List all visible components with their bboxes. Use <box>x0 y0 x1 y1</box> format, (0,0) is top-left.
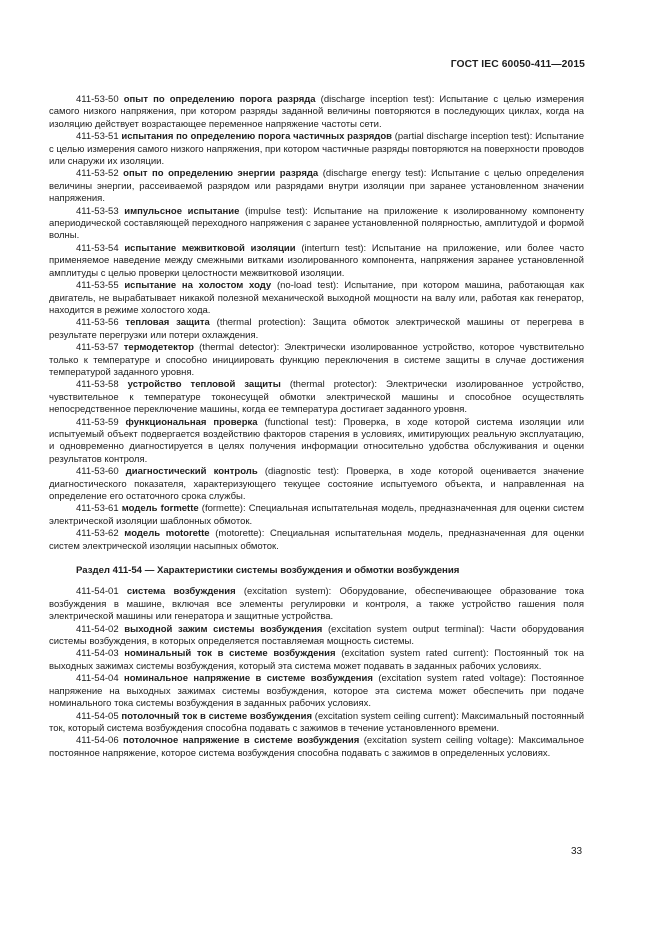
entry-number: 411-53-61 <box>76 503 119 515</box>
entries-list-53 <box>49 94 584 553</box>
entry-term: выходной зажим системы возбуждения <box>124 623 323 635</box>
entry-definition: (excitation system rated voltage): Постоянное напряжение на выходных зажимах системы возбуждения, которое эта система может обеспечить при подаче номинального тока системы возбуждения в заданных рабочих условиях. <box>49 673 585 710</box>
entry-number: 411-54-02 <box>76 623 119 635</box>
entry-term: импульсное испытание <box>124 205 240 217</box>
entry-definition: (excitation system ceiling voltage): Максимальное постоянное напряжение, которое система возбуждения способна подавать с зажимов в определенных условиях. <box>49 735 584 759</box>
term-entry <box>49 379 584 416</box>
term-entry <box>49 280 584 317</box>
entry-term: испытание на холостом ходу <box>124 280 272 292</box>
entry-term: потолочное напряжение в системе возбуждения <box>123 735 360 747</box>
term-entry <box>49 131 584 168</box>
term-entry <box>49 735 584 760</box>
term-entry <box>49 528 584 553</box>
entry-number: 411-53-55 <box>76 280 119 292</box>
page-number: 33 <box>571 846 583 857</box>
entry-definition: (partial discharge inception test): Испытание с целью измерения самого низкого напряжения, при котором частичные разряды повторяются на поверхности проводов или снаружи их изоляции. <box>49 131 585 168</box>
entry-term: модель motorette <box>124 528 210 540</box>
section-heading: Раздел 411-54 — Характеристики системы возбуждения и обмотки возбуждения <box>76 565 460 577</box>
term-entry <box>49 243 584 280</box>
entry-number: 411-53-60 <box>76 466 119 478</box>
entry-term: опыт по определению порога разряда <box>123 94 316 105</box>
entry-term: модель formette <box>121 503 199 515</box>
entry-number: 411-53-52 <box>76 168 119 180</box>
entry-number: 411-53-57 <box>76 342 119 354</box>
entry-definition: (motorette): Специальная испытательная модель, предназначенная для оценки систем электрической изоляции насыпных обмоток. <box>49 528 585 552</box>
term-entry <box>49 624 584 649</box>
term-entry <box>49 648 584 673</box>
entry-definition: (diagnostic test): Проверка, в ходе которой оценивается значение диагностического показателя, характеризующего текущее состояние испытуемого объекта, и направленная на определение его остаточного срока службы. <box>49 466 584 502</box>
entry-definition: (thermal detector): Электрически изолированное устройство, которое чувствительно только к температуре и способно инициировать функцию переключения в системе защиты в случае достижения температурой заданного уровня. <box>49 342 584 378</box>
entry-definition: (discharge energy test): Испытание с целью определения величины энергии, рассеиваемой разрядом или разрядами внутри изоляции при заранее установленном значении напряжения. <box>49 168 584 205</box>
term-entry <box>49 417 584 467</box>
term-entry <box>49 673 584 710</box>
standard-header: ГОСТ IEC 60050-411—2015 <box>450 59 585 70</box>
entry-number: 411-53-50 <box>76 94 119 105</box>
entries-list-54 <box>49 586 584 760</box>
entry-definition: (excitation system rated current): Постоянный ток на выходных зажимах системы возбуждения, который эта система может подавать в заданных рабочих условиях. <box>49 648 585 672</box>
entry-term: функциональная проверка <box>125 416 258 428</box>
entry-term: опыт по определению энергии разряда <box>123 168 319 180</box>
term-entry <box>49 466 584 503</box>
entry-number: 411-54-04 <box>76 673 119 685</box>
entry-definition: (no-load test): Испытание, при котором машина, работающая как двигатель, не вырабатывает никакой полезной механической выходной мощности на валу или, работая как генератор, находится в режиме холостого хода. <box>49 280 584 316</box>
entry-number: 411-53-53 <box>76 205 119 217</box>
term-entry <box>49 94 584 131</box>
entry-number: 411-53-56 <box>76 317 119 329</box>
entry-term: диагностический контроль <box>125 466 258 478</box>
entry-definition: (interturn test): Испытание на приложение, или более часто применяемое наведение между смежными витками изолированного компонента, напряжения заранее установленной амплитуды с целью проверки целостности межвитковой изоляции. <box>49 242 584 279</box>
term-entry <box>49 711 584 736</box>
entry-number: 411-53-58 <box>76 379 119 391</box>
entry-number: 411-53-54 <box>76 242 119 254</box>
entry-term: потолочный ток в системе возбуждения <box>121 710 313 722</box>
entry-term: номинальное напряжение в системе возбуждения <box>124 673 373 685</box>
entry-term: номинальный ток в системе возбуждения <box>124 648 336 660</box>
term-entry <box>49 342 584 379</box>
entry-number: 411-54-06 <box>76 735 119 747</box>
entry-term: термодетектор <box>123 342 194 354</box>
entry-number: 411-53-51 <box>76 131 119 143</box>
entry-term: испытание межвитковой изоляции <box>124 242 296 254</box>
entry-number: 411-54-01 <box>76 586 119 598</box>
term-entry <box>49 317 584 342</box>
entry-definition: (discharge inception test): Испытание с целью измерения самого низкого напряжения, при котором разряды заданной величины повторяются в последующих циклах, когда на изоляцию действует возрастающее переменное напряжение частоты сети. <box>49 94 585 130</box>
entry-definition: (thermal protector): Электрически изолированное устройство, чувствительное к температуре токонесущей обмотки электрической машины и способное осуществлять непосредственное переключение машины, когда ее температура достигает заданного уровня. <box>49 379 584 416</box>
entry-number: 411-54-05 <box>76 710 119 722</box>
document-body <box>49 94 584 760</box>
entry-term: система возбуждения <box>126 586 236 598</box>
entry-definition: (formette): Специальная испытательная модель, предназначенная для оценки систем электрической изоляции шаблонных обмоток. <box>49 503 584 527</box>
entry-definition: (thermal protection): Защита обмоток электрической машины от перегрева в результате перегрузки или потери охлаждения. <box>49 317 584 341</box>
entry-definition: (excitation system output terminal): Части оборудования системы возбуждения, в которых определяется поставляемая мощность системы. <box>49 623 585 648</box>
entry-number: 411-53-59 <box>76 416 119 428</box>
term-entry <box>49 586 584 623</box>
entry-term: испытания по определению порога частичных разрядов <box>121 131 392 143</box>
term-entry <box>49 503 584 528</box>
entry-number: 411-53-62 <box>76 528 119 540</box>
entry-number: 411-54-03 <box>76 648 119 660</box>
term-entry <box>49 168 584 205</box>
term-entry <box>49 206 584 243</box>
entry-definition: (impulse test): Испытание на приложение к изолированному компоненту апериодической составляющей переходного напряжения с заранее установленной полярностью, амплитудой и формой волны. <box>49 205 584 242</box>
entry-definition: (functional test): Проверка, в ходе которой система изоляции или испытуемый объект подвергается воздействию факторов старения в условиях, имитирующих реальную эксплуатацию, и одновременно диагностируется в целях получения информации относительно удобства обслуживания и оценки результатов контроля. <box>49 416 585 465</box>
entry-definition: (excitation system ceiling current): Максимальный постоянный ток, который система возбуждения способна подавать с зажимов в течение установленного времени. <box>49 710 584 734</box>
entry-term: устройство тепловой защиты <box>127 379 281 391</box>
entry-term: тепловая защита <box>125 317 210 329</box>
entry-definition: (excitation system): Оборудование, обеспечивающее образование тока возбуждения в машине, включая все элементы регулировки и контроля, а также устройство гашения поля электрической машины или генератора и защитные устройства. <box>49 586 585 623</box>
